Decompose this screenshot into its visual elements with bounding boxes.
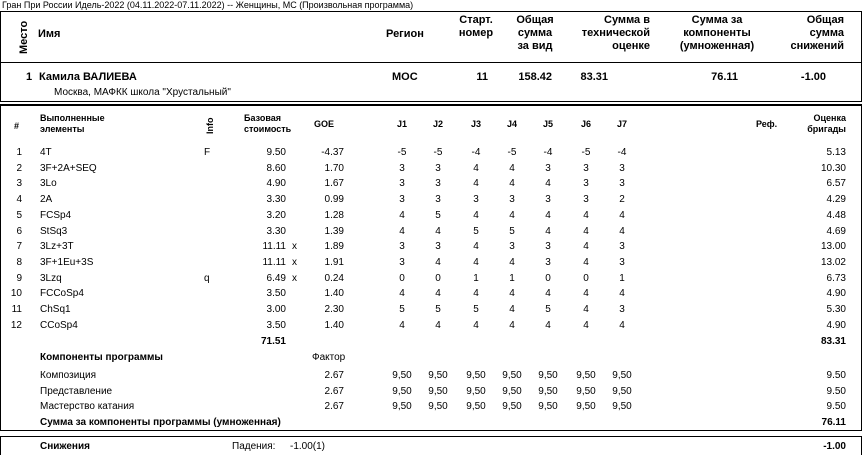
element-panel-score: 5.13 bbox=[826, 147, 846, 158]
element-judge-score: -4 bbox=[617, 147, 627, 158]
element-panel-score: 4.29 bbox=[826, 194, 846, 206]
col-header-info: Info bbox=[205, 117, 215, 134]
pc-judge-score: 9,50 bbox=[576, 370, 596, 381]
header-name: Имя bbox=[38, 28, 61, 40]
pc-factor: 2.67 bbox=[324, 370, 344, 381]
pc-judge-score: 9,50 bbox=[392, 401, 412, 412]
element-panel-score: 5.30 bbox=[826, 304, 846, 315]
element-name: 3F+2A+SEQ bbox=[40, 162, 97, 174]
element-judge-score: 4 bbox=[473, 178, 479, 190]
element-goe: 1.40 bbox=[324, 288, 344, 300]
deductions-top-border bbox=[0, 436, 862, 437]
element-judge-score: 3 bbox=[619, 241, 625, 253]
element-judge-score: 4 bbox=[545, 225, 551, 237]
element-goe: 1.70 bbox=[324, 162, 344, 174]
pc-judge-score: 9,50 bbox=[502, 401, 522, 412]
pc-sum-value: 76.11 bbox=[821, 417, 846, 428]
pc-judge-score: 9,50 bbox=[466, 385, 486, 397]
skater-deductions: -1.00 bbox=[800, 71, 826, 83]
element-judge-score: 0 bbox=[399, 272, 405, 284]
element-judge-score: 4 bbox=[473, 288, 479, 300]
pc-judge-score: 9,50 bbox=[502, 385, 522, 397]
header-components: Сумма за компоненты (умноженная) bbox=[679, 14, 755, 52]
element-judge-score: 3 bbox=[545, 241, 551, 253]
element-name: 3Lo bbox=[40, 178, 57, 190]
pc-judge-score: 9,50 bbox=[428, 370, 448, 381]
element-name: FCSp4 bbox=[40, 209, 72, 221]
element-panel-score: 4.69 bbox=[826, 225, 846, 237]
element-judge-score: 5 bbox=[399, 304, 405, 315]
element-judge-score: 3 bbox=[619, 256, 625, 268]
pc-judge-score: 9,50 bbox=[392, 370, 412, 381]
element-judge-score: 4 bbox=[509, 256, 515, 268]
col-header-judge: J3 bbox=[470, 119, 481, 129]
col-header-judge: J4 bbox=[506, 119, 517, 129]
top-border bbox=[0, 11, 862, 12]
pc-score: 9.50 bbox=[826, 401, 846, 412]
element-bonus-mark: x bbox=[292, 272, 297, 284]
deductions-left-border bbox=[0, 436, 1, 455]
element-judge-score: 5 bbox=[435, 304, 441, 315]
skater-place: 1 bbox=[26, 71, 33, 83]
pc-judge-score: 9,50 bbox=[612, 401, 632, 412]
element-judge-score: 1 bbox=[509, 272, 515, 284]
element-base: 3.50 bbox=[266, 288, 286, 300]
element-goe: 1.28 bbox=[324, 209, 344, 221]
element-panel-score: 6.57 bbox=[826, 178, 846, 190]
element-number: 7 bbox=[16, 241, 22, 253]
pc-judge-score: 9,50 bbox=[576, 401, 596, 412]
element-judge-score: 0 bbox=[435, 272, 441, 284]
element-judge-score: 3 bbox=[509, 194, 515, 206]
skater-name: Камила ВАЛИЕВА bbox=[39, 71, 137, 83]
pc-score: 9.50 bbox=[826, 370, 846, 381]
col-header-base: Базовая стоимость bbox=[244, 113, 292, 134]
element-judge-score: 4 bbox=[583, 256, 589, 268]
element-number: 6 bbox=[16, 225, 22, 237]
element-panel-score: 4.90 bbox=[826, 319, 846, 331]
element-judge-score: 4 bbox=[473, 319, 479, 331]
element-goe: -4.37 bbox=[321, 147, 344, 158]
pc-judge-score: 9,50 bbox=[612, 385, 632, 397]
pc-sum-label: Сумма за компоненты программы (умноженная) bbox=[40, 417, 281, 428]
element-judge-score: 3 bbox=[399, 162, 405, 174]
element-judge-score: 3 bbox=[509, 241, 515, 253]
pc-judge-score: 9,50 bbox=[466, 370, 486, 381]
pc-title: Компоненты программы bbox=[40, 352, 163, 363]
element-name: ChSq1 bbox=[40, 304, 71, 315]
element-number: 10 bbox=[10, 288, 22, 300]
element-judge-score: 3 bbox=[619, 304, 625, 315]
pc-judge-score: 9,50 bbox=[538, 401, 558, 412]
elements-bottom-border bbox=[0, 430, 862, 431]
element-judge-score: 2 bbox=[619, 194, 625, 206]
col-header-judge: J6 bbox=[580, 119, 591, 129]
element-info: q bbox=[204, 272, 210, 284]
element-judge-score: 3 bbox=[399, 194, 405, 206]
element-judge-score: 3 bbox=[583, 162, 589, 174]
element-judge-score: 4 bbox=[473, 209, 479, 221]
element-judge-score: 4 bbox=[583, 288, 589, 300]
element-judge-score: 5 bbox=[545, 304, 551, 315]
element-base: 9.50 bbox=[266, 147, 286, 158]
element-name: StSq3 bbox=[40, 225, 68, 237]
pc-name: Композиция bbox=[40, 370, 97, 381]
document-title: Гран При России Идель-2022 (04.11.2022-07.11.2022) -- Женщины, МС (Произвольная программа) bbox=[2, 0, 414, 10]
header-place: Место bbox=[18, 20, 30, 54]
col-header-panel: Оценка бригады bbox=[807, 113, 846, 134]
pc-factor-label: Фактор bbox=[312, 352, 346, 363]
elements-left-border bbox=[0, 104, 1, 430]
col-header-judge: J1 bbox=[396, 119, 407, 129]
element-name: CCoSp4 bbox=[40, 319, 78, 331]
pc-judge-score: 9,50 bbox=[538, 385, 558, 397]
element-panel-score: 6.73 bbox=[826, 272, 846, 284]
skater-region: МОС bbox=[392, 71, 418, 83]
header-tech: Сумма в технической оценке bbox=[581, 14, 650, 52]
element-judge-score: -5 bbox=[433, 147, 443, 158]
element-judge-score: 4 bbox=[399, 225, 405, 237]
element-judge-score: 4 bbox=[473, 241, 479, 253]
tech-total: 83.31 bbox=[820, 336, 846, 347]
col-header-judge: J5 bbox=[542, 119, 553, 129]
element-number: 3 bbox=[16, 178, 22, 190]
element-base: 8.60 bbox=[266, 162, 286, 174]
element-judge-score: 4 bbox=[509, 304, 515, 315]
element-bonus-mark: x bbox=[292, 241, 297, 253]
element-goe: 1.89 bbox=[324, 241, 344, 253]
col-header-judge: J2 bbox=[432, 119, 443, 129]
element-judge-score: 4 bbox=[473, 256, 479, 268]
element-judge-score: 4 bbox=[509, 319, 515, 331]
element-judge-score: 5 bbox=[435, 209, 441, 221]
element-judge-score: 4 bbox=[583, 241, 589, 253]
element-judge-score: 4 bbox=[435, 225, 441, 237]
pc-judge-score: 9,50 bbox=[428, 385, 448, 397]
header-total: Общая сумма за вид bbox=[516, 14, 554, 52]
element-name: 4T bbox=[40, 147, 52, 158]
element-number: 12 bbox=[10, 319, 22, 331]
element-bonus-mark: x bbox=[292, 256, 297, 268]
element-judge-score: 3 bbox=[619, 178, 625, 190]
pc-factor: 2.67 bbox=[324, 401, 344, 412]
element-goe: 1.39 bbox=[324, 225, 344, 237]
element-base: 11.11 bbox=[262, 241, 286, 253]
element-panel-score: 13.02 bbox=[820, 256, 846, 268]
element-judge-score: -5 bbox=[397, 147, 407, 158]
pc-judge-score: 9,50 bbox=[428, 401, 448, 412]
element-judge-score: 4 bbox=[509, 288, 515, 300]
element-judge-score: 4 bbox=[619, 319, 625, 331]
skater-tech: 83.31 bbox=[580, 71, 608, 83]
element-judge-score: 1 bbox=[473, 272, 479, 284]
deductions-total: -1.00 bbox=[823, 441, 846, 452]
element-judge-score: 4 bbox=[435, 319, 441, 331]
element-judge-score: 3 bbox=[583, 178, 589, 190]
element-goe: 0.99 bbox=[324, 194, 344, 206]
element-base: 3.00 bbox=[266, 304, 286, 315]
element-goe: 1.40 bbox=[324, 319, 344, 331]
element-base: 4.90 bbox=[266, 178, 286, 190]
element-judge-score: 3 bbox=[545, 194, 551, 206]
skater-start-no: 11 bbox=[476, 71, 488, 83]
header-region: Регион bbox=[386, 28, 424, 40]
pc-name: Представление bbox=[40, 385, 113, 397]
element-base: 11.11 bbox=[262, 256, 286, 268]
col-header-ref: Реф. bbox=[756, 119, 778, 129]
element-base: 3.30 bbox=[266, 225, 286, 237]
element-judge-score: 3 bbox=[583, 194, 589, 206]
falls-value: -1.00(1) bbox=[290, 441, 326, 452]
element-judge-score: -5 bbox=[581, 147, 591, 158]
element-base: 3.30 bbox=[266, 194, 286, 206]
element-judge-score: 4 bbox=[583, 209, 589, 221]
element-judge-score: 4 bbox=[399, 209, 405, 221]
element-base: 3.50 bbox=[266, 319, 286, 331]
col-header-judge: J7 bbox=[616, 119, 627, 129]
element-judge-score: 4 bbox=[509, 162, 515, 174]
element-number: 1 bbox=[16, 147, 22, 158]
element-goe: 1.67 bbox=[324, 178, 344, 190]
element-number: 4 bbox=[16, 194, 22, 206]
element-judge-score: 4 bbox=[583, 319, 589, 331]
pc-judge-score: 9,50 bbox=[502, 370, 522, 381]
skater-box-bottom bbox=[0, 101, 862, 102]
element-judge-score: 4 bbox=[545, 288, 551, 300]
pc-score: 9.50 bbox=[826, 385, 846, 397]
col-header-goe: GOE bbox=[314, 119, 335, 129]
element-panel-score: 13.00 bbox=[820, 241, 846, 253]
deductions-label: Снижения bbox=[40, 441, 90, 452]
element-judge-score: 4 bbox=[619, 209, 625, 221]
element-name: 3Lz+3T bbox=[40, 241, 74, 253]
element-number: 2 bbox=[16, 162, 22, 174]
pc-factor: 2.67 bbox=[324, 385, 344, 397]
element-judge-score: 4 bbox=[545, 319, 551, 331]
element-panel-score: 4.48 bbox=[826, 209, 846, 221]
falls-label: Падения: bbox=[232, 441, 276, 452]
pc-name: Мастерство катания bbox=[40, 401, 135, 412]
element-panel-score: 4.90 bbox=[826, 288, 846, 300]
element-judge-score: 4 bbox=[545, 209, 551, 221]
element-judge-score: 3 bbox=[399, 241, 405, 253]
element-judge-score: 4 bbox=[473, 162, 479, 174]
skater-total: 158.42 bbox=[518, 71, 552, 83]
skater-components: 76.11 bbox=[711, 71, 738, 83]
skater-club: Москва, МАФКК школа "Хрустальный" bbox=[54, 87, 231, 98]
element-panel-score: 10.30 bbox=[820, 162, 846, 174]
element-judge-score: 4 bbox=[583, 304, 589, 315]
element-number: 8 bbox=[16, 256, 22, 268]
base-total: 71.51 bbox=[260, 336, 286, 347]
left-border bbox=[0, 11, 1, 102]
col-header-num: # bbox=[14, 121, 20, 131]
element-judge-score: 3 bbox=[473, 194, 479, 206]
pc-judge-score: 9,50 bbox=[576, 385, 596, 397]
col-header-elements: Выполненные элементы bbox=[40, 113, 105, 134]
element-judge-score: -4 bbox=[543, 147, 553, 158]
element-number: 5 bbox=[16, 209, 22, 221]
element-judge-score: 4 bbox=[435, 256, 441, 268]
pc-judge-score: 9,50 bbox=[466, 401, 486, 412]
element-judge-score: -4 bbox=[471, 147, 481, 158]
element-goe: 2.30 bbox=[324, 304, 344, 315]
header-start-no: Старт. номер bbox=[458, 14, 494, 39]
elements-top-border bbox=[0, 104, 862, 106]
pc-judge-score: 9,50 bbox=[538, 370, 558, 381]
element-judge-score: 5 bbox=[473, 304, 479, 315]
element-judge-score: 5 bbox=[473, 225, 479, 237]
pc-judge-score: 9,50 bbox=[612, 370, 632, 381]
element-judge-score: 4 bbox=[619, 225, 625, 237]
element-judge-score: 4 bbox=[583, 225, 589, 237]
element-judge-score: 4 bbox=[399, 288, 405, 300]
element-judge-score: 3 bbox=[435, 241, 441, 253]
element-info: F bbox=[204, 147, 211, 158]
element-judge-score: 4 bbox=[399, 319, 405, 331]
pc-judge-score: 9,50 bbox=[392, 385, 412, 397]
element-base: 6.49 bbox=[266, 272, 286, 284]
element-judge-score: 3 bbox=[545, 256, 551, 268]
element-goe: 0.24 bbox=[324, 272, 344, 284]
element-judge-score: 3 bbox=[435, 194, 441, 206]
element-judge-score: 3 bbox=[399, 256, 405, 268]
element-judge-score: 4 bbox=[619, 288, 625, 300]
element-judge-score: 4 bbox=[545, 178, 551, 190]
element-goe: 1.91 bbox=[324, 256, 344, 268]
element-judge-score: -5 bbox=[507, 147, 517, 158]
element-judge-score: 0 bbox=[583, 272, 589, 284]
element-judge-score: 5 bbox=[509, 225, 515, 237]
element-judge-score: 3 bbox=[619, 162, 625, 174]
element-judge-score: 4 bbox=[435, 288, 441, 300]
element-judge-score: 3 bbox=[435, 162, 441, 174]
element-name: 2A bbox=[40, 194, 53, 206]
element-name: 3Lzq bbox=[40, 272, 62, 284]
element-judge-score: 4 bbox=[509, 178, 515, 190]
element-judge-score: 4 bbox=[509, 209, 515, 221]
element-number: 9 bbox=[16, 272, 22, 284]
element-name: FCCoSp4 bbox=[40, 288, 84, 300]
element-number: 11 bbox=[11, 304, 22, 315]
element-judge-score: 3 bbox=[545, 162, 551, 174]
element-name: 3F+1Eu+3S bbox=[40, 256, 94, 268]
element-judge-score: 1 bbox=[619, 272, 625, 284]
element-judge-score: 0 bbox=[545, 272, 551, 284]
element-judge-score: 3 bbox=[435, 178, 441, 190]
header-divider bbox=[0, 62, 862, 63]
element-judge-score: 3 bbox=[399, 178, 405, 190]
element-base: 3.20 bbox=[266, 209, 286, 221]
header-deductions: Общая сумма снижений bbox=[790, 14, 844, 52]
